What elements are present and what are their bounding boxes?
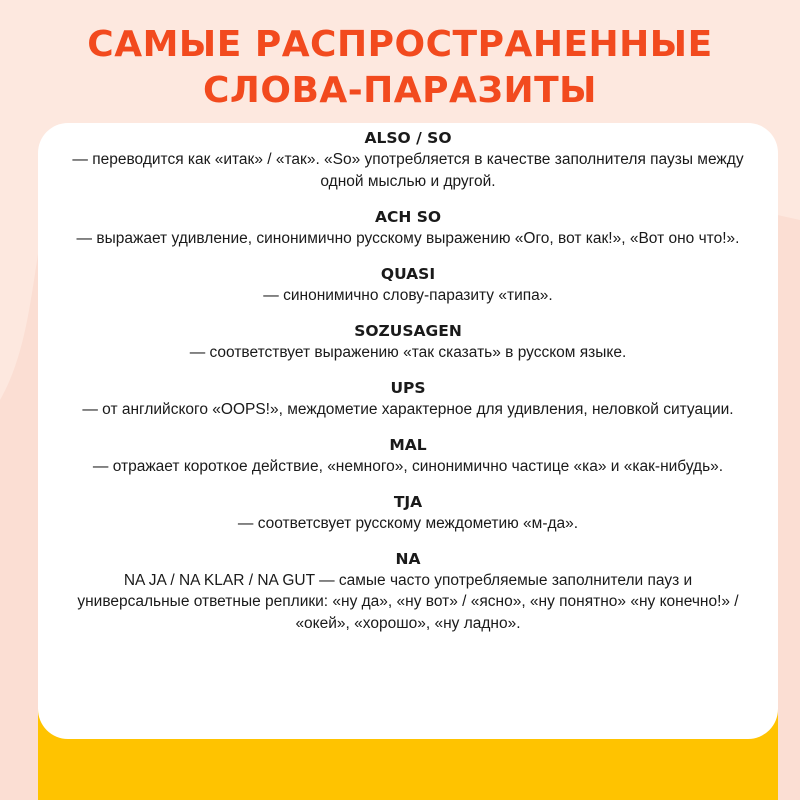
- list-item: [38, 435, 778, 478]
- list-item: [38, 492, 778, 535]
- entry-description: — соответсвует русскому междометию «м-да».: [237, 514, 579, 532]
- entry-description: — соответствует выражению «так сказать» в русском языке.: [189, 343, 627, 361]
- entry-term: SOZUSAGEN: [354, 321, 462, 340]
- entry-term: ALSO / SO: [364, 129, 452, 147]
- list-item: [38, 549, 778, 635]
- entry-term: TJA: [393, 492, 423, 511]
- list-item: [38, 378, 778, 421]
- list-item: [38, 264, 778, 307]
- entry-description: — переводится как «итак» / «так». «So» употребляется в качестве заполнителя паузы между одной мыслью и другой.: [72, 151, 744, 190]
- title-line-1: САМЫЕ РАСПРОСТРАНЕННЫЕ: [87, 24, 713, 65]
- content-card: [38, 123, 778, 739]
- entry-term: QUASI: [380, 264, 436, 283]
- entry-description: NA JA / NA KLAR / NA GUT — самые часто употребляемые заполнители пауз и универсальные ответные реплики: «ну да», «ну вот» / «ясно», «ну понятно» «ну конечно!» / «окей», «хорошо», «ну ладно».: [77, 571, 739, 632]
- title-line-2: СЛОВА-ПАРАЗИТЫ: [203, 70, 597, 111]
- entry-description: — от английского «OOPS!», междометие характерное для удивления, неловкой ситуации.: [82, 400, 734, 418]
- entry-description: — синонимично слову-паразиту «типа».: [263, 286, 553, 304]
- page-title: [0, 22, 800, 114]
- entry-term: UPS: [390, 378, 426, 397]
- entry-term: NA: [395, 549, 421, 568]
- list-item: [38, 321, 778, 364]
- list-item: [38, 207, 778, 250]
- list-item: [38, 128, 778, 192]
- entry-description: — выражает удивление, синонимично русскому выражению «Ого, вот как!», «Вот оно что!».: [76, 229, 740, 247]
- entry-term: ACH SO: [374, 207, 442, 226]
- entry-list: [38, 128, 778, 649]
- entry-description: — отражает короткое действие, «немного», синонимично частице «ка» и «как-нибудь».: [92, 457, 724, 475]
- entry-term: MAL: [389, 435, 427, 454]
